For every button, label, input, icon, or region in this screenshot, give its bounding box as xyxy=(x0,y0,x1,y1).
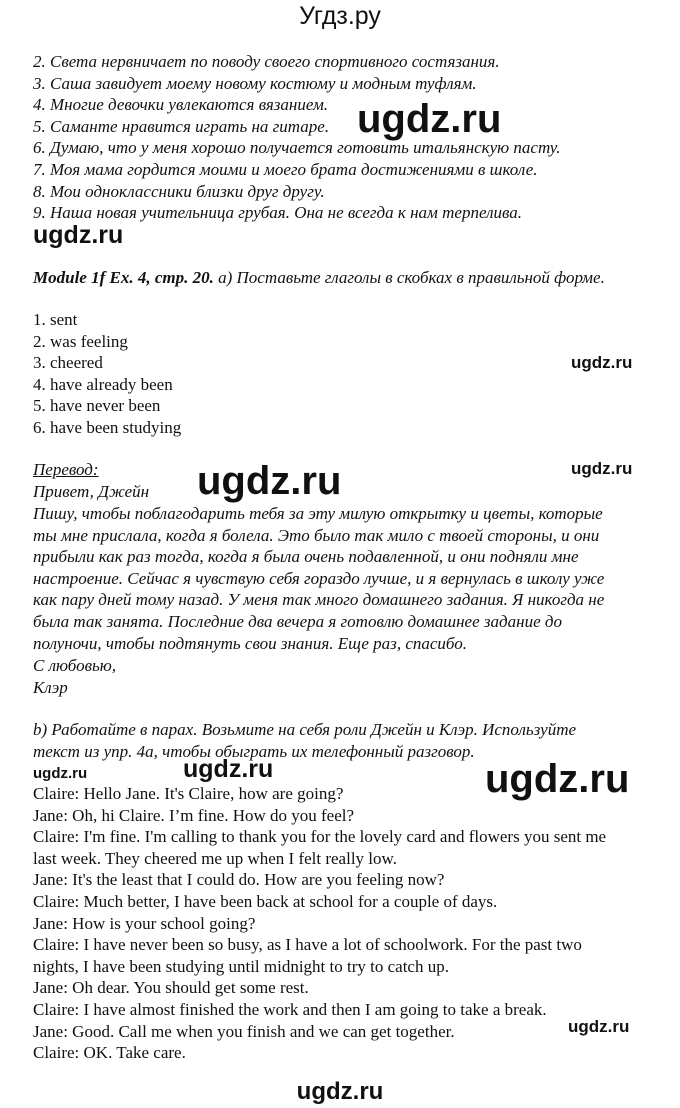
answer-item: 4. have already been xyxy=(33,374,173,394)
dialogue-line: Claire: Hello Jane. It's Claire, how are going? xyxy=(33,784,344,803)
letter-line: была так занята. Последние два вечера я готовлю домашнее задание до xyxy=(33,611,562,631)
dialogue-line: nights, I have been studying until midnight to try to catch up. xyxy=(33,956,449,976)
letter-line: ты мне прислала, когда я болела. Это было так мило с твоей стороны, и они xyxy=(33,525,600,545)
dialogue-line: Jane: Oh dear. You should get some rest. xyxy=(33,978,309,998)
dialogue-line: Claire: I have never been so busy, as I have a lot of schoolwork. For the past two xyxy=(33,935,582,955)
dialogue-line: Jane: How is your school going? xyxy=(33,913,256,933)
watermark: ugdz.ru xyxy=(571,459,633,478)
letter-line: полуночи, чтобы подтянуть свои знания. Еще раз, спасибо. xyxy=(33,633,467,653)
site-footer: ugdz.ru xyxy=(296,1078,384,1105)
letter-greeting: Привет, Джейн xyxy=(33,482,150,501)
answer-item: 1. sent xyxy=(33,310,78,329)
exercise-ref: Module 1f Ex. 4, стр. 20. xyxy=(33,268,214,287)
watermark: ugdz.ru xyxy=(485,757,630,801)
letter-closing: С любовью, xyxy=(33,656,116,675)
letter-line: как пару дней тому назад. У меня так много домашнего задания. Я никогда не xyxy=(33,590,605,610)
watermark: ugdz.ru xyxy=(197,459,342,503)
list-item: 5. Саманте нравится играть на гитаре. xyxy=(33,116,330,136)
watermark: ugdz.ru xyxy=(183,755,274,783)
dialogue-line: Claire: I'm fine. I'm calling to thank you for the lovely card and flowers you sent me xyxy=(33,827,607,847)
answer-item: 3. cheered xyxy=(33,353,103,373)
dialogue xyxy=(33,783,606,1064)
letter-body xyxy=(33,503,604,654)
answer-item: 2. was feeling xyxy=(33,331,128,351)
dialogue-line: Claire: I have almost finished the work and then I am going to take a break. xyxy=(33,999,547,1019)
watermark: ugdz.ru xyxy=(357,97,502,141)
translation-label: Перевод: xyxy=(33,460,99,479)
answer-item: 6. have been studying xyxy=(33,417,182,437)
list-item: 7. Моя мама гордится моими и моего брата достижениями в школе. xyxy=(33,159,538,179)
watermark: ugdz.ru xyxy=(33,765,88,782)
list-item: 6. Думаю, что у меня хорошо получается готовить итальянскую пасту. xyxy=(33,138,561,158)
task-line: текст из упр. 4а, чтобы обыграть их телефонный разговор. xyxy=(33,741,475,761)
list-item: 9. Наша новая учительница грубая. Она не всегда к нам терпелива. xyxy=(33,203,523,223)
watermark: ugdz.ru xyxy=(33,221,124,249)
dialogue-line: last week. They cheered me up when I felt really low. xyxy=(33,848,397,868)
dialogue-line: Jane: It's the least that I could do. How are you feeling now? xyxy=(33,870,445,890)
exercise-task: а) Поставьте глаголы в скобках в правильной форме. xyxy=(213,268,605,287)
watermark: ugdz.ru xyxy=(568,1017,630,1036)
part-b-task xyxy=(33,719,576,762)
task-line: b) Работайте в парах. Возьмите на себя роли Джейн и Клэр. Используйте xyxy=(33,720,577,739)
dialogue-line: Jane: Good. Call me when you finish and we can get together. xyxy=(33,1021,455,1041)
list-item: 8. Мои одноклассники близки друг другу. xyxy=(33,181,325,201)
letter-line: настроение. Сейчас я чувствую себя гораздо лучше, и я вернулась в школу уже xyxy=(33,568,605,588)
letter-signature: Клэр xyxy=(33,678,68,697)
site-header: Угдз.ру xyxy=(299,2,381,30)
watermark: ugdz.ru xyxy=(571,353,633,372)
answer-item: 5. have never been xyxy=(33,396,161,416)
list-item: 2. Света нервничает по поводу своего спортивного состязания. xyxy=(33,52,500,71)
answers-list xyxy=(33,309,181,439)
dialogue-line: Claire: OK. Take care. xyxy=(33,1043,186,1063)
dialogue-line: Jane: Oh, hi Claire. I’m fine. How do you feel? xyxy=(33,805,355,825)
letter-line: прибыли как раз тогда, когда я была очень подавленной, и они подняли мне xyxy=(33,547,579,567)
list-item: 4. Многие девочки увлекаются вязанием. xyxy=(33,95,329,115)
dialogue-line: Claire: Much better, I have been back at school for a couple of days. xyxy=(33,891,498,911)
exercise-heading xyxy=(33,267,605,289)
letter-line: Пишу, чтобы поблагодарить тебя за эту милую открытку и цветы, которые xyxy=(33,504,603,523)
list-item: 3. Саша завидует моему новому костюму и модным туфлям. xyxy=(33,73,477,93)
